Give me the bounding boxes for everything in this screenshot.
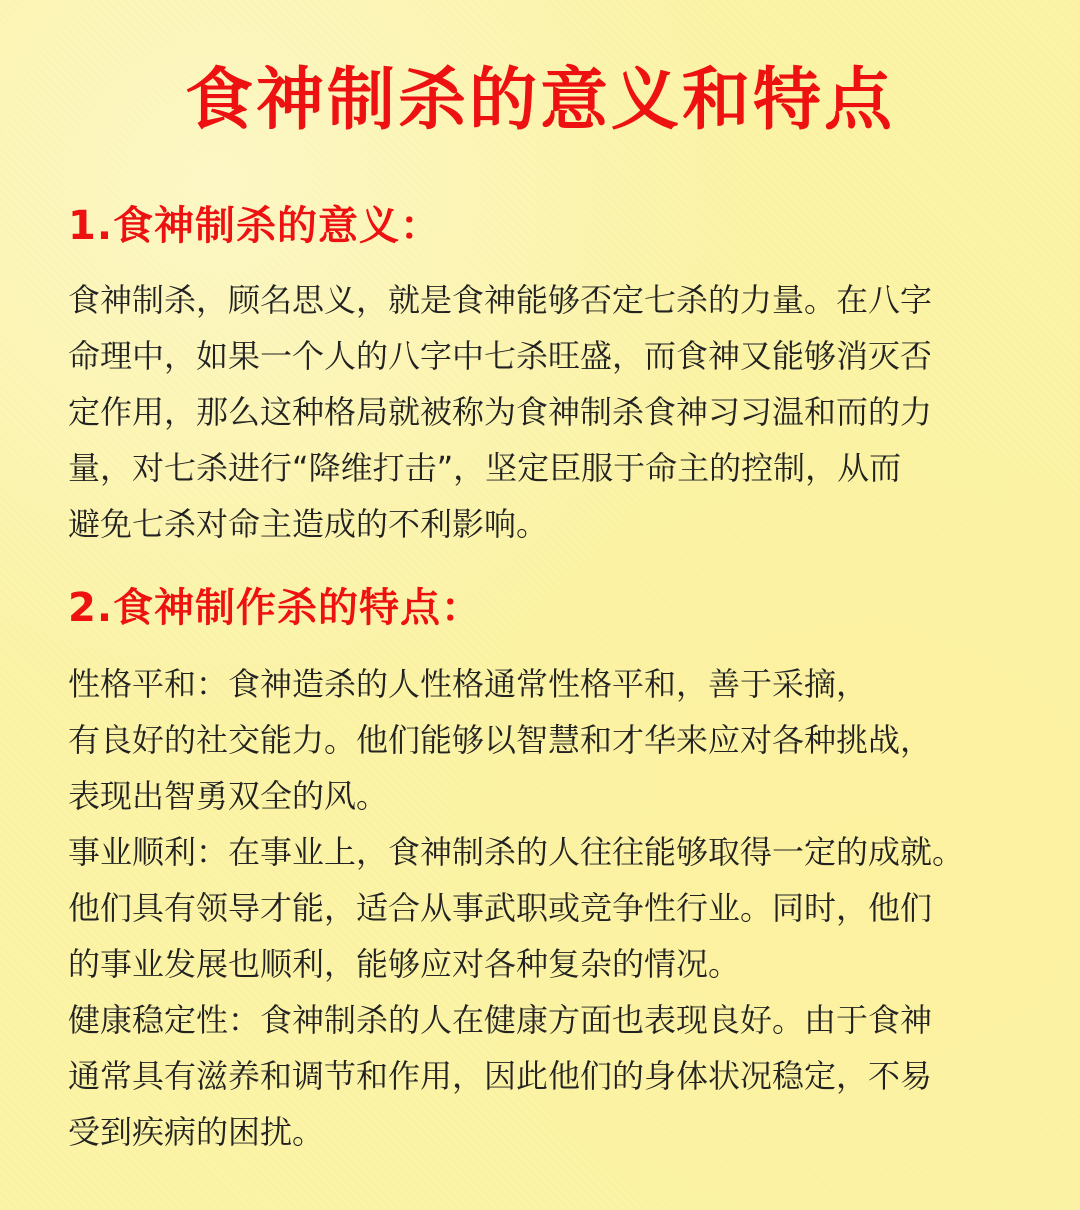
section-1-heading: 1.食神制杀的意义： — [68, 203, 442, 249]
paragraph-line: 有良好的社交能力。他们能够以智慧和才华来应对各种挑战， — [68, 721, 933, 759]
paragraph-line: 定作用，那么这种格局就被称为食神制杀食神习习温和而的力 — [68, 393, 933, 431]
section-1-paragraph — [68, 272, 1028, 552]
section-2-paragraph — [68, 656, 1028, 1160]
paragraph-line: 通常具有滋养和调节和作用，因此他们的身体状况稳定，不易 — [68, 1057, 933, 1095]
page-title: 食神制杀的意义和特点 — [184, 61, 895, 140]
paragraph-line: 他们具有领导才能，适合从事武职或竞争性行业。同时，他们 — [68, 889, 933, 927]
paragraph-line: 量，对七杀进行“降维打击”，坚定臣服于命主的控制，从而 — [68, 449, 902, 487]
paragraph-line: 表现出智勇双全的风。 — [68, 777, 389, 815]
paragraph-line: 命理中，如果一个人的八字中七杀旺盛，而食神又能够消灭否 — [68, 337, 933, 375]
section-2-heading: 2.食神制作杀的特点： — [68, 585, 483, 631]
paragraph-line: 健康稳定性：食神制杀的人在健康方面也表现良好。由于食神 — [68, 1001, 933, 1039]
paragraph-line: 受到疾病的困扰。 — [68, 1113, 325, 1151]
paragraph-line: 的事业发展也顺利，能够应对各种复杂的情况。 — [68, 945, 741, 983]
paragraph-line: 食神制杀，顾名思义，就是食神能够否定七杀的力量。在八字 — [68, 281, 933, 319]
paragraph-line: 避免七杀对命主造成的不利影响。 — [68, 505, 549, 543]
paragraph-line: 事业顺利：在事业上，食神制杀的人往往能够取得一定的成就。 — [68, 833, 965, 871]
paragraph-line: 性格平和：食神造杀的人性格通常性格平和，善于采摘， — [68, 665, 869, 703]
